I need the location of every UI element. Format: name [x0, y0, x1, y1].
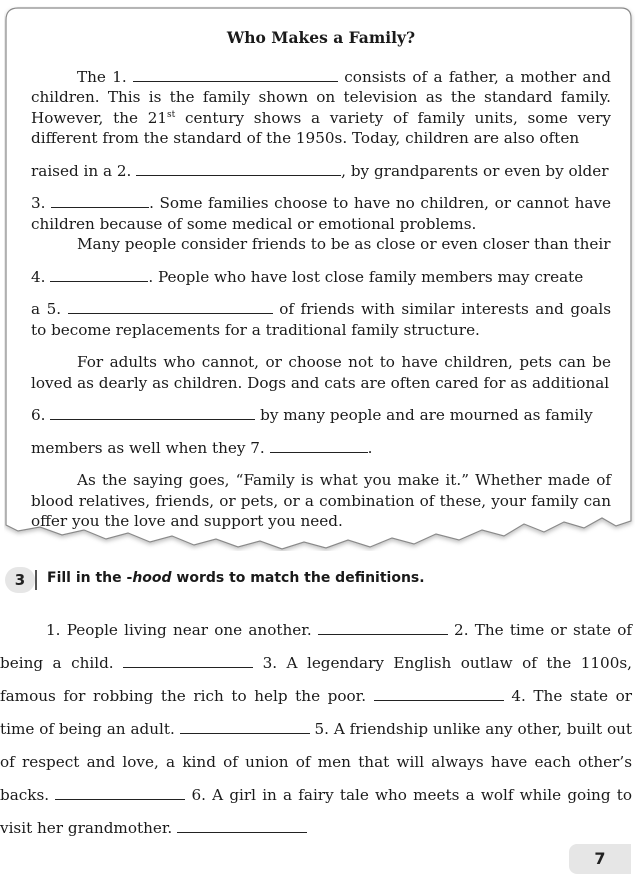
paragraph-4: Many people consider friends to be as close or even closer than their [77, 235, 611, 253]
task-header [5, 566, 625, 596]
page-number: 7 [569, 844, 631, 874]
blank-1[interactable] [133, 69, 338, 82]
definitions-text: 1. People living near one another. 2. The time or state of being a child. 3. A legendary English outlaw of the 1100s, famous for robbing the rich to help the poor. 4. The state or time of being an adult. 5. A friendship unlike any other, built out of respect and love, a kind of union of men that will always have each other’s backs. 6. A girl in a fairy tale who meets a wolf while going to visit her grandmother. [0, 621, 633, 837]
paragraph-3: 3. . Some families choose to have no children, or cannot have children because of some medical or emotional problems. [31, 194, 611, 233]
definition-blank-5[interactable] [55, 787, 185, 800]
blank-7[interactable] [270, 440, 368, 453]
blank-4[interactable] [50, 269, 148, 282]
blank-5[interactable] [68, 301, 273, 314]
paragraph-10: As the saying goes, “Family is what you make it.” Whether made of blood relatives, friends, or pets, or a combination of these, your family can offer you the love and support you need. [31, 471, 611, 530]
paragraph-8: 6. by many people and are mourned as family [31, 406, 593, 424]
paragraph-7: For adults who cannot, or choose not to have children, pets can be loved as dearly as children. Dogs and cats are often cared for as additional [31, 353, 611, 392]
blank-6[interactable] [50, 407, 255, 420]
definition-blank-6[interactable] [177, 820, 307, 833]
reading-title: Who Makes a Family? [226, 28, 416, 47]
paragraph-1: The 1. consists of a father, a mother and children. This is the family shown on television as the standard family. However, the 21st century shows a variety of family units, some very different from the standard of the 1950s. Today, children are also often [31, 67, 611, 147]
definition-blank-2[interactable] [123, 655, 253, 668]
reading-text [31, 28, 611, 532]
definition-blank-4[interactable] [180, 721, 310, 734]
paragraph-6: a 5. of friends with similar interests and goals to become replacements for a traditional family structure. [31, 300, 611, 339]
paragraph-9: members as well when they 7. . [31, 438, 373, 457]
task-number-badge: 3 [5, 567, 35, 593]
paragraph-2: raised in a 2. , by grandparents or even by older [31, 161, 609, 180]
blank-2[interactable] [136, 163, 341, 176]
reading-paper [4, 6, 635, 551]
definition-blank-1[interactable] [318, 622, 448, 635]
definition-blank-3[interactable] [374, 688, 504, 701]
blank-3[interactable] [51, 195, 149, 208]
task-title: Fill in the -hood words to match the definitions. [47, 570, 425, 586]
paragraph-5: 4. . People who have lost close family members may create [31, 267, 584, 286]
